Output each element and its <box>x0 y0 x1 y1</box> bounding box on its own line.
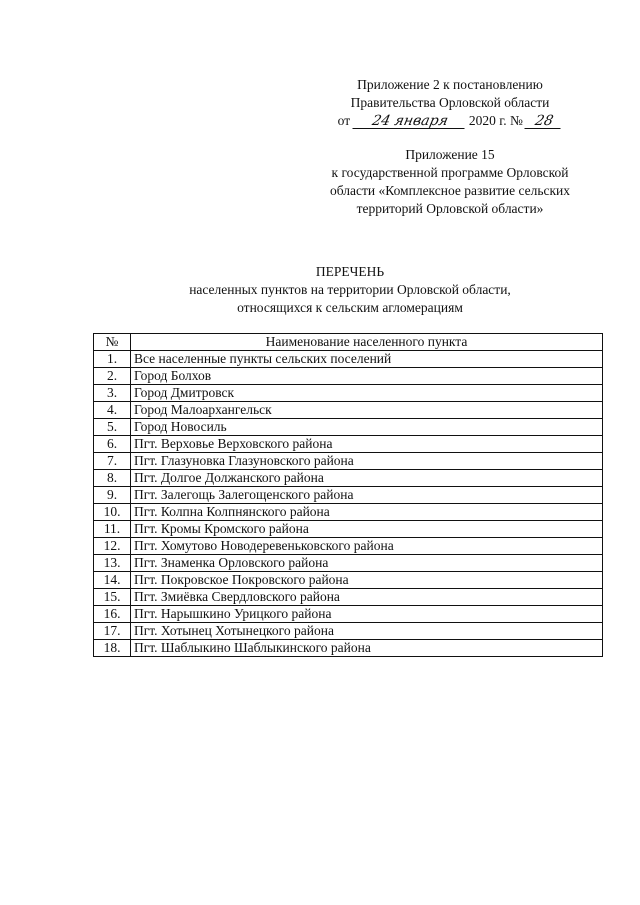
table-row <box>94 436 603 453</box>
table-row <box>94 368 603 385</box>
row-number: 9. <box>94 487 131 504</box>
decree-date-line <box>300 112 600 130</box>
row-number: 16. <box>94 606 131 623</box>
settlement-name: Пгт. Глазуновка Глазуновского района <box>131 453 603 470</box>
decree-reference-line-1: Приложение 2 к постановлению <box>357 77 543 92</box>
table-row <box>94 385 603 402</box>
settlement-name: Пгт. Знаменка Орловского района <box>131 555 603 572</box>
table-row <box>94 521 603 538</box>
table-row <box>94 589 603 606</box>
row-number: 11. <box>94 521 131 538</box>
row-number: 6. <box>94 436 131 453</box>
table-row <box>94 419 603 436</box>
row-number: 15. <box>94 589 131 606</box>
row-number: 8. <box>94 470 131 487</box>
appendix-line-2: к государственной программе Орловской <box>331 165 569 180</box>
settlement-name: Город Малоархангельск <box>131 402 603 419</box>
row-number: 10. <box>94 504 131 521</box>
appendix-line-3: области «Комплексное развитие сельских <box>329 183 571 198</box>
decree-reference-line-2: Правительства Орловской области <box>350 95 550 110</box>
settlement-name: Город Болхов <box>131 368 603 385</box>
handwritten-number: 28 <box>525 114 564 129</box>
settlement-name: Пгт. Нарышкино Урицкого района <box>131 606 603 623</box>
table-row <box>94 538 603 555</box>
row-number: 4. <box>94 402 131 419</box>
table-row <box>94 453 603 470</box>
table-row <box>94 555 603 572</box>
table-row <box>94 351 603 368</box>
settlement-name: Пгт. Кромы Кромского района <box>131 521 603 538</box>
appendix-line-1: Приложение 15 <box>405 147 495 162</box>
handwritten-date: 24 января <box>352 114 467 129</box>
settlement-name: Город Дмитровск <box>131 385 603 402</box>
table-row <box>94 640 603 657</box>
table-row <box>94 402 603 419</box>
row-number: 14. <box>94 572 131 589</box>
settlement-name: Пгт. Долгое Должанского района <box>131 470 603 487</box>
table-row <box>94 623 603 640</box>
row-number: 2. <box>94 368 131 385</box>
column-header-name: Наименование населенного пункта <box>131 334 603 351</box>
document-title <box>90 263 610 317</box>
table-row <box>94 606 603 623</box>
date-prefix: от <box>337 113 351 128</box>
row-number: 3. <box>94 385 131 402</box>
settlements-table <box>93 333 603 657</box>
settlement-name: Пгт. Покровское Покровского района <box>131 572 603 589</box>
settlement-name: Пгт. Хомутово Новодеревеньковского района <box>131 538 603 555</box>
title-line-2: населенных пунктов на территории Орловской области, <box>189 282 511 297</box>
table-row <box>94 572 603 589</box>
row-number: 7. <box>94 453 131 470</box>
settlement-name: Город Новосиль <box>131 419 603 436</box>
title-heading: ПЕРЕЧЕНЬ <box>315 264 385 279</box>
appendix-reference <box>300 146 600 218</box>
decree-reference <box>300 76 600 130</box>
column-header-number: № <box>94 334 131 351</box>
table-header-row <box>94 334 603 351</box>
table-row <box>94 504 603 521</box>
settlement-name: Пгт. Шаблыкино Шаблыкинского района <box>131 640 603 657</box>
settlement-name: Пгт. Колпна Колпнянского района <box>131 504 603 521</box>
title-line-3: относящихся к сельским агломерациям <box>237 300 463 315</box>
row-number: 1. <box>94 351 131 368</box>
row-number: 17. <box>94 623 131 640</box>
row-number: 12. <box>94 538 131 555</box>
settlement-name: Пгт. Верховье Верховского района <box>131 436 603 453</box>
settlement-name: Пгт. Залегощь Залегощенского района <box>131 487 603 504</box>
table-row <box>94 487 603 504</box>
settlement-name: Все населенные пункты сельских поселений <box>131 351 603 368</box>
date-year: 2020 г. № <box>468 113 523 128</box>
settlement-name: Пгт. Хотынец Хотынецкого района <box>131 623 603 640</box>
settlement-name: Пгт. Змиёвка Свердловского района <box>131 589 603 606</box>
appendix-line-4: территорий Орловской области» <box>356 201 544 216</box>
row-number: 18. <box>94 640 131 657</box>
row-number: 5. <box>94 419 131 436</box>
table-row <box>94 470 603 487</box>
row-number: 13. <box>94 555 131 572</box>
